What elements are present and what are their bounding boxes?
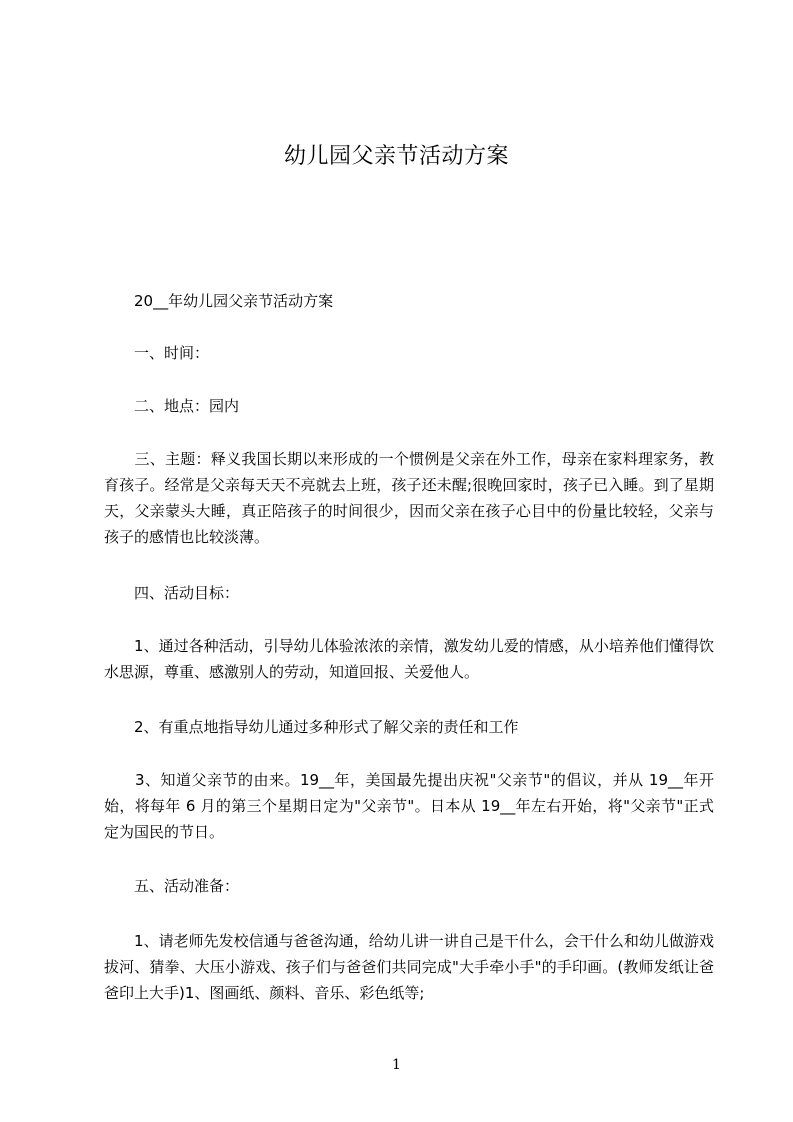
paragraph-plan-heading: 20__年幼儿园父亲节活动方案 [104, 292, 334, 310]
paragraph-prep-1: 1、请老师先发校信通与爸爸沟通，给幼儿讲一讲自己是干什么，会干什么和幼儿做游戏拔河、猜拳、大压小游戏、孩子们与爸爸们共同完成"大手牵小手"的手印画。(教师发纸让爸爸印上大手)1、图画纸、颜料、音乐、彩色纸等; [104, 932, 714, 1002]
paragraph-goals-heading: 四、活动目标： [104, 584, 240, 602]
paragraph-prep-heading: 五、活动准备： [104, 877, 240, 895]
paragraph-goal-1: 1、通过各种活动，引导幼儿体验浓浓的亲情，激发幼儿爱的情感，从小培养他们懂得饮水思源，尊重、感激别人的劳动，知道回报、关爱他人。 [104, 637, 714, 681]
paragraph-time: 一、时间： [104, 344, 210, 362]
document-title: 幼儿园父亲节活动方案 [283, 144, 509, 169]
paragraph-theme: 三、主题：释义我国长期以来形成的一个惯例是父亲在外工作，母亲在家料理家务，教育孩子。经常是父亲每天天不亮就去上班，孩子还未醒;很晚回家时，孩子已入睡。到了星期天，父亲蒙头大睡，真正陪孩子的时间很少，因而父亲在孩子心目中的份量比较轻，父亲与孩子的感情也比较淡薄。 [104, 450, 714, 546]
paragraph-goal-3: 3、知道父亲节的由来。19__年，美国最先提出庆祝"父亲节"的倡议，并从 19__年开始，将每年 6 月的第三个星期日定为"父亲节"。日本从 19__年左右开始，将"父亲节"正式定为国民的节日。 [104, 771, 714, 841]
paragraph-location: 二、地点：园内 [104, 397, 240, 415]
paragraph-goal-2: 2、有重点地指导幼儿通过多种形式了解父亲的责任和工作 [104, 718, 519, 736]
page-number: 1 [392, 1057, 401, 1073]
